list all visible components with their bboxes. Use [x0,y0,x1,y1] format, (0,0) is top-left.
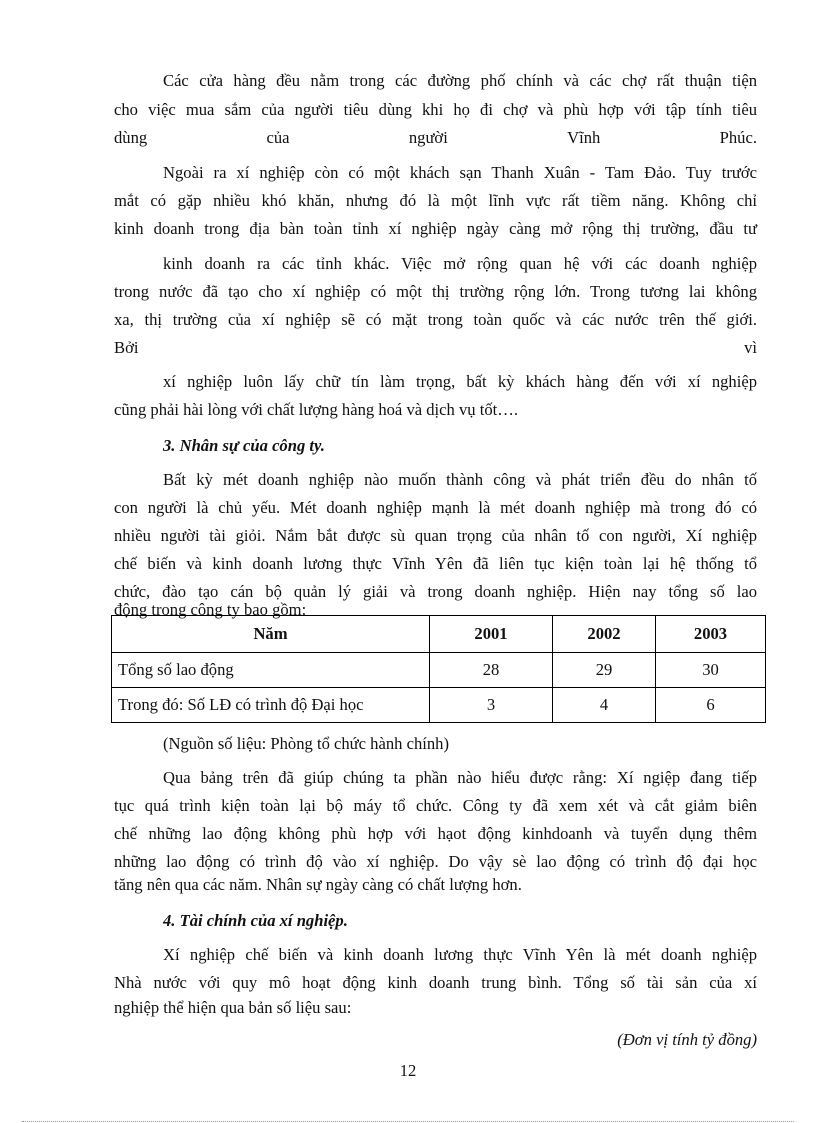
text-line: Xí nghiệp chế biến và kinh doanh lương thực Vĩnh Yên là mét doanh nghiệp [163,945,757,964]
text-line: mắt có gặp nhiều khó khăn, nhưng đó là một lĩnh vực rất tiềm năng. Không chỉ [114,191,757,210]
text-line: nhiều người tài giỏi. Nắm bắt được sù quan trọng của nhân tố con người, Xí nghiệp [114,526,757,545]
table-cell: 3 [430,688,553,723]
table-cell: Trong đó: Số LĐ có trình độ Đại học [112,688,430,723]
table-cell: 30 [656,653,766,688]
text-line: chế biến và kinh doanh lương thực Vĩnh Yên đã liên tục kiện toàn lại hệ thống tổ [114,554,757,573]
text-line: Nhà nước với quy mô hoạt động kinh doanh trung bình. Tổng số tài sản của xí [114,973,757,992]
page-number: 12 [399,1061,417,1080]
table-cell: 6 [656,688,766,723]
text-line: con người là chủ yếu. Mét doanh nghiệp mạnh là mét doanh nghiệp mà trong đó có [114,498,757,517]
word: Phúc. [719,128,757,147]
text-line: những lao động có trình độ vào xí nghiệp. Do vậy sè lao động có trình độ đại học [114,852,757,871]
text-line: kinh doanh ra các tỉnh khác. Việc mở rộng quan hệ với các doanh nghiệp [163,254,757,273]
text-line: tăng nên qua các năm. Nhân sự ngày càng có chất lượng hơn. [114,875,522,894]
table-cell: 28 [430,653,553,688]
justified-line [114,128,757,148]
text-line: tục quá trình kiện toàn lại bộ máy tổ chức. Công ty đã xem xét và cắt giảm biên [114,796,757,815]
table-header-cell: 2003 [656,616,766,653]
table-cell: Tổng số lao động [112,653,430,688]
text-line: động trong công ty bao gồm: [114,600,307,619]
text-line: Các cửa hàng đều nằm trong các đường phố chính và các chợ rất thuận tiện [163,71,757,90]
text-line: kinh doanh trong địa bàn toàn tỉnh xí nghiệp ngày càng mở rộng thị trường, đầu tư [114,219,757,238]
word: người [408,128,448,147]
text-line: trong nước đã tạo cho xí nghiệp có một thị trường rộng lớn. Trong tương lai không [114,282,757,301]
text-line [114,128,757,148]
unit-note: (Đơn vị tính tỷ đồng) [617,1030,757,1049]
section-heading: 3. Nhân sự của công ty. [163,436,325,455]
text-line: xa, thị trường của xí nghiệp sẽ có mặt trong toàn quốc và các nước trên thế giới. [114,310,757,329]
text-line: chế những lao động không phù hợp với hạot động kinhdoanh và tuyển dụng thêm [114,824,757,843]
text-line: chức, đào tạo cán bộ quản lý giải và trong doanh nghiệp. Hiện nay tổng số lao [114,582,757,601]
table-header-cell: 2001 [430,616,553,653]
text-line: Qua bảng trên đã giúp chúng ta phần nào hiểu được rằng: Xí ngiệp đang tiếp [163,768,757,787]
text-line: cho việc mua sắm của người tiêu dùng khi họ đi chợ và phù hợp với tập tính tiêu [114,100,757,119]
text-line: nghiệp thể hiện qua bản số liệu sau: [114,998,352,1017]
text-line: Bởi vì [114,338,757,357]
table-cell: 4 [553,688,656,723]
text-line: Bất kỳ mét doanh nghiệp nào muốn thành công và phát triển đều do nhân tố [163,470,757,489]
page-bottom-border [22,1121,794,1122]
word: Vĩnh [567,128,601,147]
table-header-cell: 2002 [553,616,656,653]
text-line: cũng phải hài lòng với chất lượng hàng hoá và dịch vụ tốt…. [114,400,518,419]
text-line: Ngoài ra xí nghiệp còn có một khách sạn Thanh Xuân - Tam Đảo. Tuy trước [163,163,757,182]
text-line: xí nghiệp luôn lấy chữ tín làm trọng, bất kỳ khách hàng đến với xí nghiệp [163,372,757,391]
word: của [266,128,290,147]
table-cell: 29 [553,653,656,688]
section-heading: 4. Tài chính của xí nghiệp. [163,911,348,930]
table-row [112,688,766,723]
table-header-row [112,616,766,653]
table-header-cell: Năm [112,616,430,653]
word: dùng [114,128,148,147]
table-source-note: (Nguồn số liệu: Phòng tổ chức hành chính) [163,734,449,753]
staff-table [111,615,766,723]
table-row [112,653,766,688]
